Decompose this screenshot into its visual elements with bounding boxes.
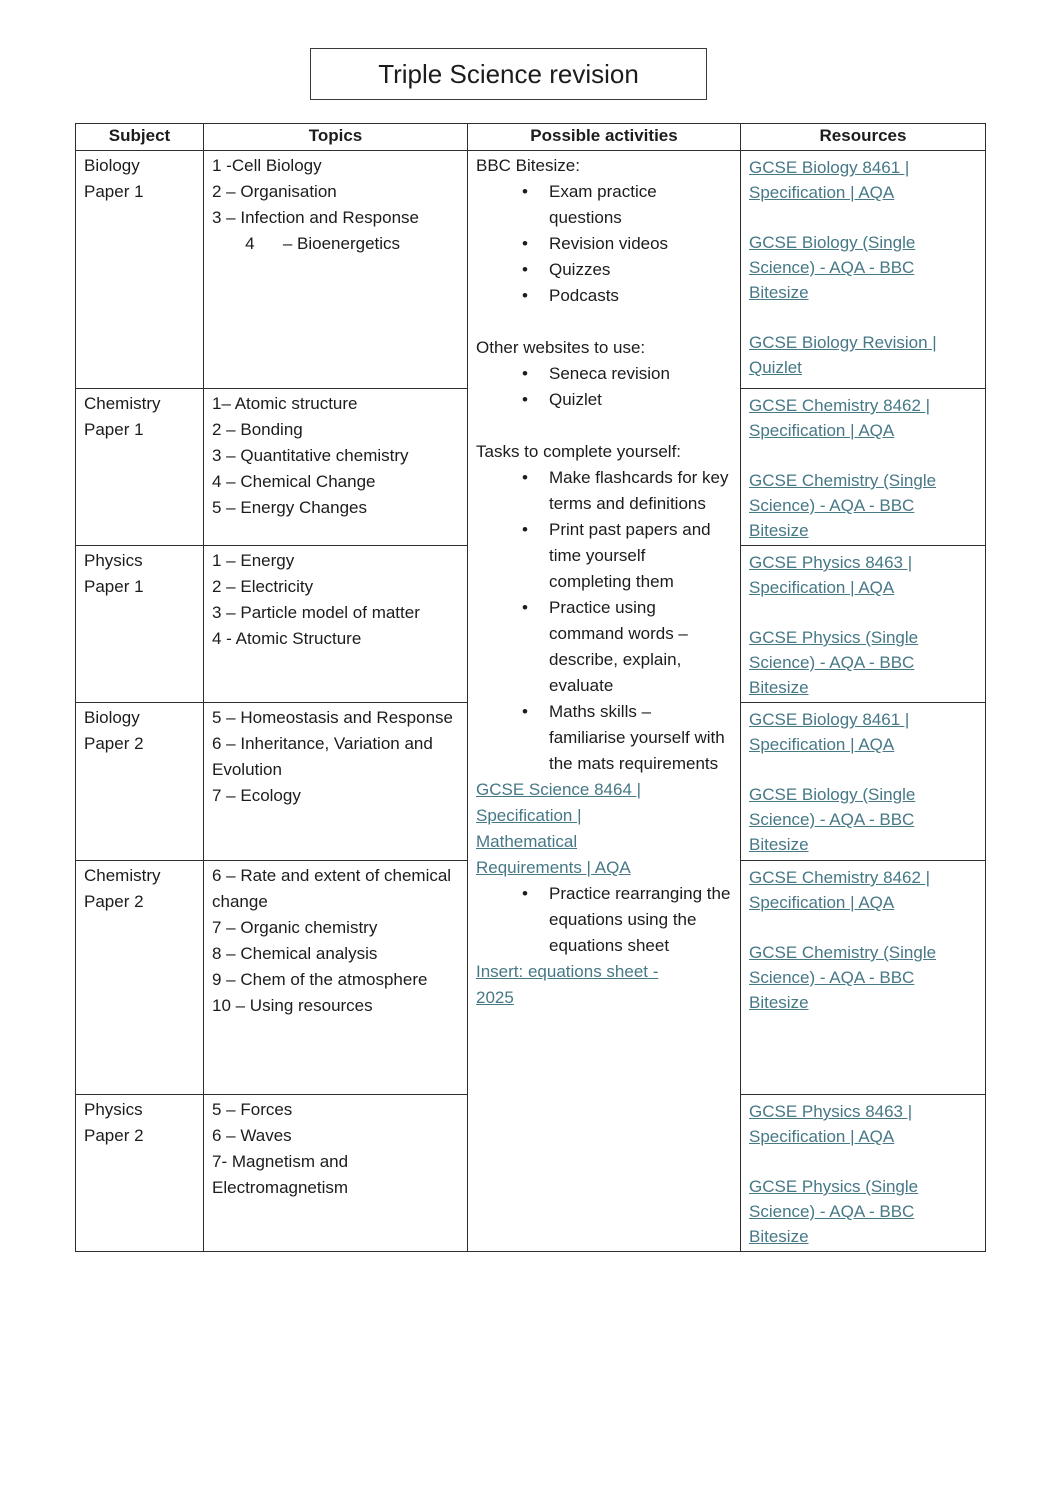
topic-line: 2 – Organisation	[212, 182, 337, 201]
topic-line: 3 – Quantitative chemistry	[212, 446, 409, 465]
resources-cell	[741, 703, 986, 861]
activities-heading-bbc: BBC Bitesize:	[476, 156, 580, 175]
topic-line: 7- Magnetism and Electromagnetism	[212, 1152, 353, 1197]
subject-label: Paper 2	[84, 892, 144, 911]
resource-link[interactable]: GCSE Physics 8463 | Specification | AQA	[749, 553, 913, 597]
equations-sheet-link[interactable]: Insert: equations sheet - 2025	[476, 962, 659, 1007]
subject-label: Chemistry	[84, 394, 161, 413]
page-title: Triple Science revision	[378, 58, 639, 89]
topic-line: 6 – Rate and extent of chemical change	[212, 866, 456, 911]
resource-link[interactable]: GCSE Chemistry (Single Science) - AQA - BBC Bitesize	[749, 943, 937, 1012]
topic-line: 2 – Bonding	[212, 420, 303, 439]
bullet-item: • Quizlet	[476, 387, 732, 413]
revision-table	[75, 123, 986, 1252]
topic-line: 5 – Forces	[212, 1100, 293, 1119]
resource-link[interactable]: GCSE Biology 8461 | Specification | AQA	[749, 710, 910, 754]
topic-line: 2 – Electricity	[212, 577, 314, 596]
topic-line: 8 – Chemical analysis	[212, 944, 378, 963]
bullet-item: • Practice rearranging the equations using the equations sheet	[476, 881, 732, 959]
subject-label: Paper 1	[84, 420, 144, 439]
resource-link[interactable]: GCSE Biology Revision | Quizlet	[749, 333, 937, 377]
resource-link[interactable]: GCSE Biology (Single Science) - AQA - BBC Bitesize	[749, 233, 916, 302]
subject-cell	[76, 703, 204, 861]
maths-requirements-link[interactable]: GCSE Science 8464 | Specification | Mathematical Requirements | AQA	[476, 780, 642, 877]
spacer	[476, 309, 732, 335]
subject-label: Physics	[84, 1100, 143, 1119]
activities-heading-tasks: Tasks to complete yourself:	[476, 442, 682, 461]
topics-cell	[204, 703, 468, 861]
topics-cell	[204, 546, 468, 703]
bullet-item: • Quizzes	[476, 257, 732, 283]
activities-heading-other: Other websites to use:	[476, 338, 646, 357]
resources-cell	[741, 546, 986, 703]
bullet-item: • Exam practice questions	[476, 179, 732, 231]
resource-link[interactable]: GCSE Biology 8461 | Specification | AQA	[749, 158, 910, 202]
topic-line: 3 – Particle model of matter	[212, 603, 420, 622]
subject-cell	[76, 1095, 204, 1252]
resources-cell	[741, 151, 986, 389]
topic-line: 4 – Chemical Change	[212, 472, 376, 491]
subject-cell	[76, 389, 204, 546]
topic-line: 5 – Homeostasis and Response	[212, 708, 453, 727]
table-row	[76, 151, 986, 389]
title-box	[310, 48, 707, 100]
topic-line: 10 – Using resources	[212, 996, 373, 1015]
subject-cell	[76, 861, 204, 1095]
topics-cell	[204, 1095, 468, 1252]
bullet-item: • Maths skills – familiarise yourself with the mats requirements	[476, 699, 732, 777]
topic-line: 4 – Bioenergetics	[212, 234, 401, 253]
topic-line: 7 – Organic chemistry	[212, 918, 378, 937]
activities-cell	[468, 151, 741, 1252]
column-header-resources: Resources	[741, 124, 986, 151]
column-header-subject: Subject	[76, 124, 204, 151]
topics-cell	[204, 861, 468, 1095]
subject-label: Paper 2	[84, 1126, 144, 1145]
bullet-item: • Print past papers and time yourself completing them	[476, 517, 732, 595]
resource-link[interactable]: GCSE Physics (Single Science) - AQA - BBC Bitesize	[749, 1177, 919, 1246]
subject-label: Biology	[84, 156, 140, 175]
topic-line: 4 - Atomic Structure	[212, 629, 362, 648]
bullet-item: • Make flashcards for key terms and definitions	[476, 465, 732, 517]
resources-cell	[741, 1095, 986, 1252]
resources-cell	[741, 389, 986, 546]
topic-line: 5 – Energy Changes	[212, 498, 367, 517]
spacer	[476, 413, 732, 439]
column-header-topics: Topics	[204, 124, 468, 151]
resource-link[interactable]: GCSE Chemistry (Single Science) - AQA - BBC Bitesize	[749, 471, 937, 540]
subject-label: Paper 1	[84, 577, 144, 596]
topic-line: 6 – Waves	[212, 1126, 292, 1145]
bullet-item: • Podcasts	[476, 283, 732, 309]
column-header-activities: Possible activities	[468, 124, 741, 151]
topics-cell	[204, 151, 468, 389]
resource-link[interactable]: GCSE Physics (Single Science) - AQA - BBC Bitesize	[749, 628, 919, 697]
subject-label: Biology	[84, 708, 140, 727]
bullet-item: • Practice using command words – describe, explain, evaluate	[476, 595, 732, 699]
topic-line: 6 – Inheritance, Variation and Evolution	[212, 734, 438, 779]
subject-label: Paper 2	[84, 734, 144, 753]
topic-line: 1 – Energy	[212, 551, 295, 570]
subject-cell	[76, 546, 204, 703]
header-row	[76, 124, 986, 151]
topic-line: 9 – Chem of the atmosphere	[212, 970, 428, 989]
resource-link[interactable]: GCSE Biology (Single Science) - AQA - BBC Bitesize	[749, 785, 916, 854]
subject-label: Chemistry	[84, 866, 161, 885]
bullet-item: • Revision videos	[476, 231, 732, 257]
bullet-item: • Seneca revision	[476, 361, 732, 387]
topics-cell	[204, 389, 468, 546]
resource-link[interactable]: GCSE Physics 8463 | Specification | AQA	[749, 1102, 913, 1146]
resource-link[interactable]: GCSE Chemistry 8462 | Specification | AQA	[749, 396, 931, 440]
subject-label: Paper 1	[84, 182, 144, 201]
resource-link[interactable]: GCSE Chemistry 8462 | Specification | AQA	[749, 868, 931, 912]
topic-line: 1 -Cell Biology	[212, 156, 322, 175]
topic-line: 1– Atomic structure	[212, 394, 358, 413]
resources-cell	[741, 861, 986, 1095]
topic-line: 7 – Ecology	[212, 786, 301, 805]
subject-cell	[76, 151, 204, 389]
topic-line: 3 – Infection and Response	[212, 208, 419, 227]
subject-label: Physics	[84, 551, 143, 570]
